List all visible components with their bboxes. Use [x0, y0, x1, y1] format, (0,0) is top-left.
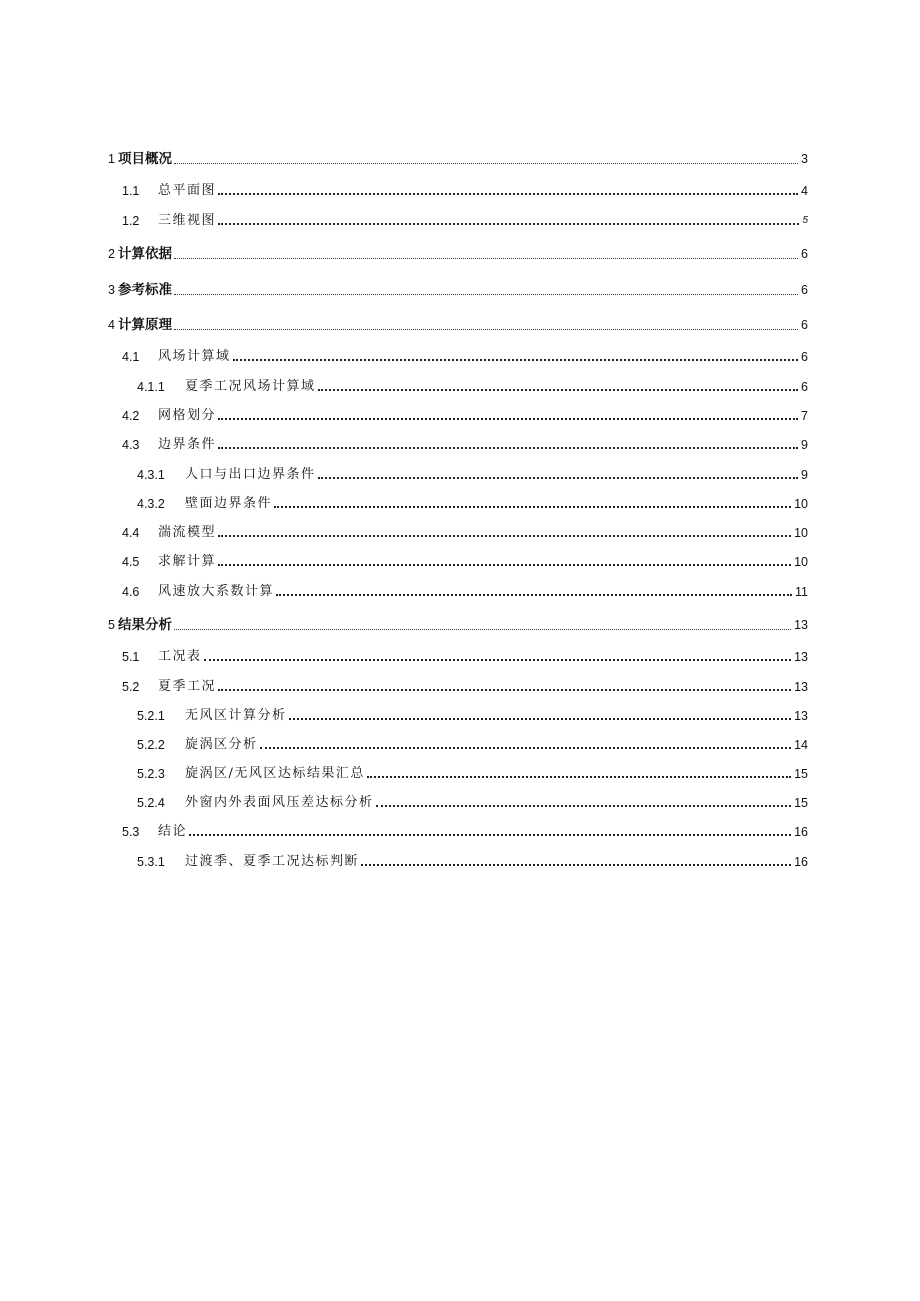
dot-leader: [218, 193, 798, 195]
toc-entry-number: 4.2: [122, 409, 140, 423]
toc-entry-4-1[interactable]: [122, 344, 808, 366]
toc-entry-title: 三维视图: [158, 213, 217, 228]
toc-entry-page: 6: [801, 350, 808, 364]
toc-entry-5-1[interactable]: [122, 644, 808, 666]
toc-entry-page: 6: [801, 283, 808, 297]
toc-entry-page: 4: [801, 184, 808, 198]
toc-entry-number: 4.3.2: [137, 497, 165, 511]
dot-leader: [376, 805, 792, 807]
dot-leader: [260, 747, 792, 749]
dot-leader: [218, 689, 791, 691]
dot-leader: [218, 418, 798, 420]
toc-entry-5-3[interactable]: [122, 819, 808, 841]
toc-entry-title: 壁面边界条件: [185, 496, 273, 511]
toc-entry-title: 风速放大系数计算: [158, 584, 275, 599]
toc-entry-page: 9: [801, 438, 808, 452]
toc-entry-page: 10: [794, 526, 808, 540]
dot-leader: [218, 223, 799, 225]
toc-entry-page: 5: [802, 215, 808, 226]
toc-entry-number: 5.1: [122, 650, 140, 664]
dot-leader: [174, 258, 798, 259]
toc-entry-title: 无风区计算分析: [185, 708, 287, 723]
toc-entry-number: 1.1: [122, 184, 140, 198]
toc-entry-page: 11: [795, 585, 808, 599]
toc-entry-number: 5.2.3: [137, 767, 165, 781]
toc-entry-5-2-4[interactable]: [137, 790, 808, 812]
toc-entry-number: 1: [108, 152, 115, 166]
toc-entry-1[interactable]: [108, 146, 808, 168]
toc-entry-5-2-1[interactable]: [137, 703, 808, 725]
toc-entry-number: 4.5: [122, 555, 140, 569]
dot-leader: [204, 659, 792, 661]
toc-entry-title: 工况表: [158, 649, 202, 664]
toc-entry-number: 5.2.2: [137, 738, 165, 752]
toc-entry-title: 边界条件: [158, 437, 217, 452]
toc-entry-1-2[interactable]: [122, 208, 808, 230]
dot-leader: [218, 447, 798, 449]
dot-leader: [174, 163, 798, 164]
toc-entry-page: 3: [801, 152, 808, 166]
toc-entry-title: 总平面图: [158, 183, 217, 198]
toc-entry-4[interactable]: [108, 312, 808, 334]
toc-entry-2[interactable]: [108, 241, 808, 263]
toc-entry-title: 项目概况: [117, 151, 172, 167]
toc-entry-page: 14: [794, 738, 808, 752]
toc-entry-5-2-3[interactable]: [137, 761, 808, 783]
toc-entry-page: 13: [794, 650, 808, 664]
toc-entry-title: 网格划分: [158, 408, 217, 423]
toc-entry-title: 旋涡区/无风区达标结果汇总: [185, 766, 365, 781]
dot-leader: [274, 506, 791, 508]
toc-entry-4-2[interactable]: [122, 403, 808, 425]
toc-entry-4-1-1[interactable]: [137, 374, 808, 396]
toc-entry-number: 4.1.1: [137, 380, 165, 394]
dot-leader: [218, 564, 791, 566]
dot-leader: [361, 864, 791, 866]
toc-entry-number: 1.2: [122, 214, 140, 228]
toc-entry-4-5[interactable]: [122, 549, 808, 571]
toc-entry-title: 夏季工况: [158, 679, 217, 694]
toc-entry-number: 4: [108, 318, 115, 332]
toc-entry-page: 10: [794, 555, 808, 569]
toc-entry-title: 外窗内外表面风压差达标分析: [185, 795, 374, 810]
toc-entry-title: 风场计算域: [158, 349, 231, 364]
toc-entry-title: 过渡季、夏季工况达标判断: [185, 854, 360, 869]
toc-entry-number: 3: [108, 283, 115, 297]
toc-entry-4-6[interactable]: [122, 579, 808, 601]
toc-entry-4-3-2[interactable]: [137, 491, 808, 513]
toc-entry-number: 5.3.1: [137, 855, 165, 869]
toc-entry-4-4[interactable]: [122, 520, 808, 542]
toc-entry-title: 结果分析: [117, 617, 172, 633]
toc-entry-page: 16: [794, 855, 808, 869]
dot-leader: [233, 359, 799, 361]
toc-entry-4-3[interactable]: [122, 432, 808, 454]
toc-entry-number: 2: [108, 247, 115, 261]
toc-entry-3[interactable]: [108, 277, 808, 299]
toc-entry-number: 4.3.1: [137, 468, 165, 482]
toc-entry-4-3-1[interactable]: [137, 462, 808, 484]
dot-leader: [318, 389, 799, 391]
toc-entry-page: 13: [794, 709, 808, 723]
toc-entry-page: 13: [794, 680, 808, 694]
toc-entry-number: 4.1: [122, 350, 140, 364]
dot-leader: [318, 477, 799, 479]
toc-entry-page: 13: [794, 618, 808, 632]
toc-entry-number: 4.4: [122, 526, 140, 540]
toc-entry-page: 15: [794, 796, 808, 810]
toc-entry-page: 16: [794, 825, 808, 839]
toc-entry-number: 5: [108, 618, 115, 632]
toc-entry-5[interactable]: [108, 612, 808, 634]
dot-leader: [367, 776, 791, 778]
toc-entry-page: 7: [801, 409, 808, 423]
dot-leader: [174, 329, 798, 330]
dot-leader: [174, 294, 798, 295]
toc-entry-number: 4.3: [122, 438, 140, 452]
dot-leader: [289, 718, 792, 720]
toc-entry-5-3-1[interactable]: [137, 849, 808, 871]
toc-entry-page: 15: [794, 767, 808, 781]
toc-entry-number: 5.2.4: [137, 796, 165, 810]
toc-entry-number: 4.6: [122, 585, 140, 599]
toc-entry-title: 湍流模型: [158, 525, 217, 540]
toc-entry-page: 6: [801, 380, 808, 394]
toc-entry-number: 5.3: [122, 825, 140, 839]
toc-entry-title: 求解计算: [158, 554, 217, 569]
toc-entry-1-1[interactable]: [122, 178, 808, 200]
toc-entry-page: 10: [794, 497, 808, 511]
toc-entry-title: 参考标准: [117, 282, 172, 298]
toc-entry-5-2[interactable]: [122, 674, 808, 696]
toc-entry-5-2-2[interactable]: [137, 732, 808, 754]
toc-entry-title: 夏季工况风场计算域: [185, 379, 316, 394]
dot-leader: [218, 535, 791, 537]
toc-entry-page: 6: [801, 318, 808, 332]
dot-leader: [174, 629, 791, 630]
toc-entry-title: 旋涡区分析: [185, 737, 258, 752]
toc-entry-number: 5.2.1: [137, 709, 165, 723]
toc-entry-title: 计算原理: [117, 317, 172, 333]
toc-entry-title: 人口与出口边界条件: [185, 467, 316, 482]
toc-entry-page: 6: [801, 247, 808, 261]
dot-leader: [189, 834, 791, 836]
toc-entry-page: 9: [801, 468, 808, 482]
toc-entry-number: 5.2: [122, 680, 140, 694]
toc-entry-title: 结论: [158, 824, 188, 839]
dot-leader: [276, 594, 792, 596]
toc-entry-title: 计算依据: [117, 246, 172, 262]
